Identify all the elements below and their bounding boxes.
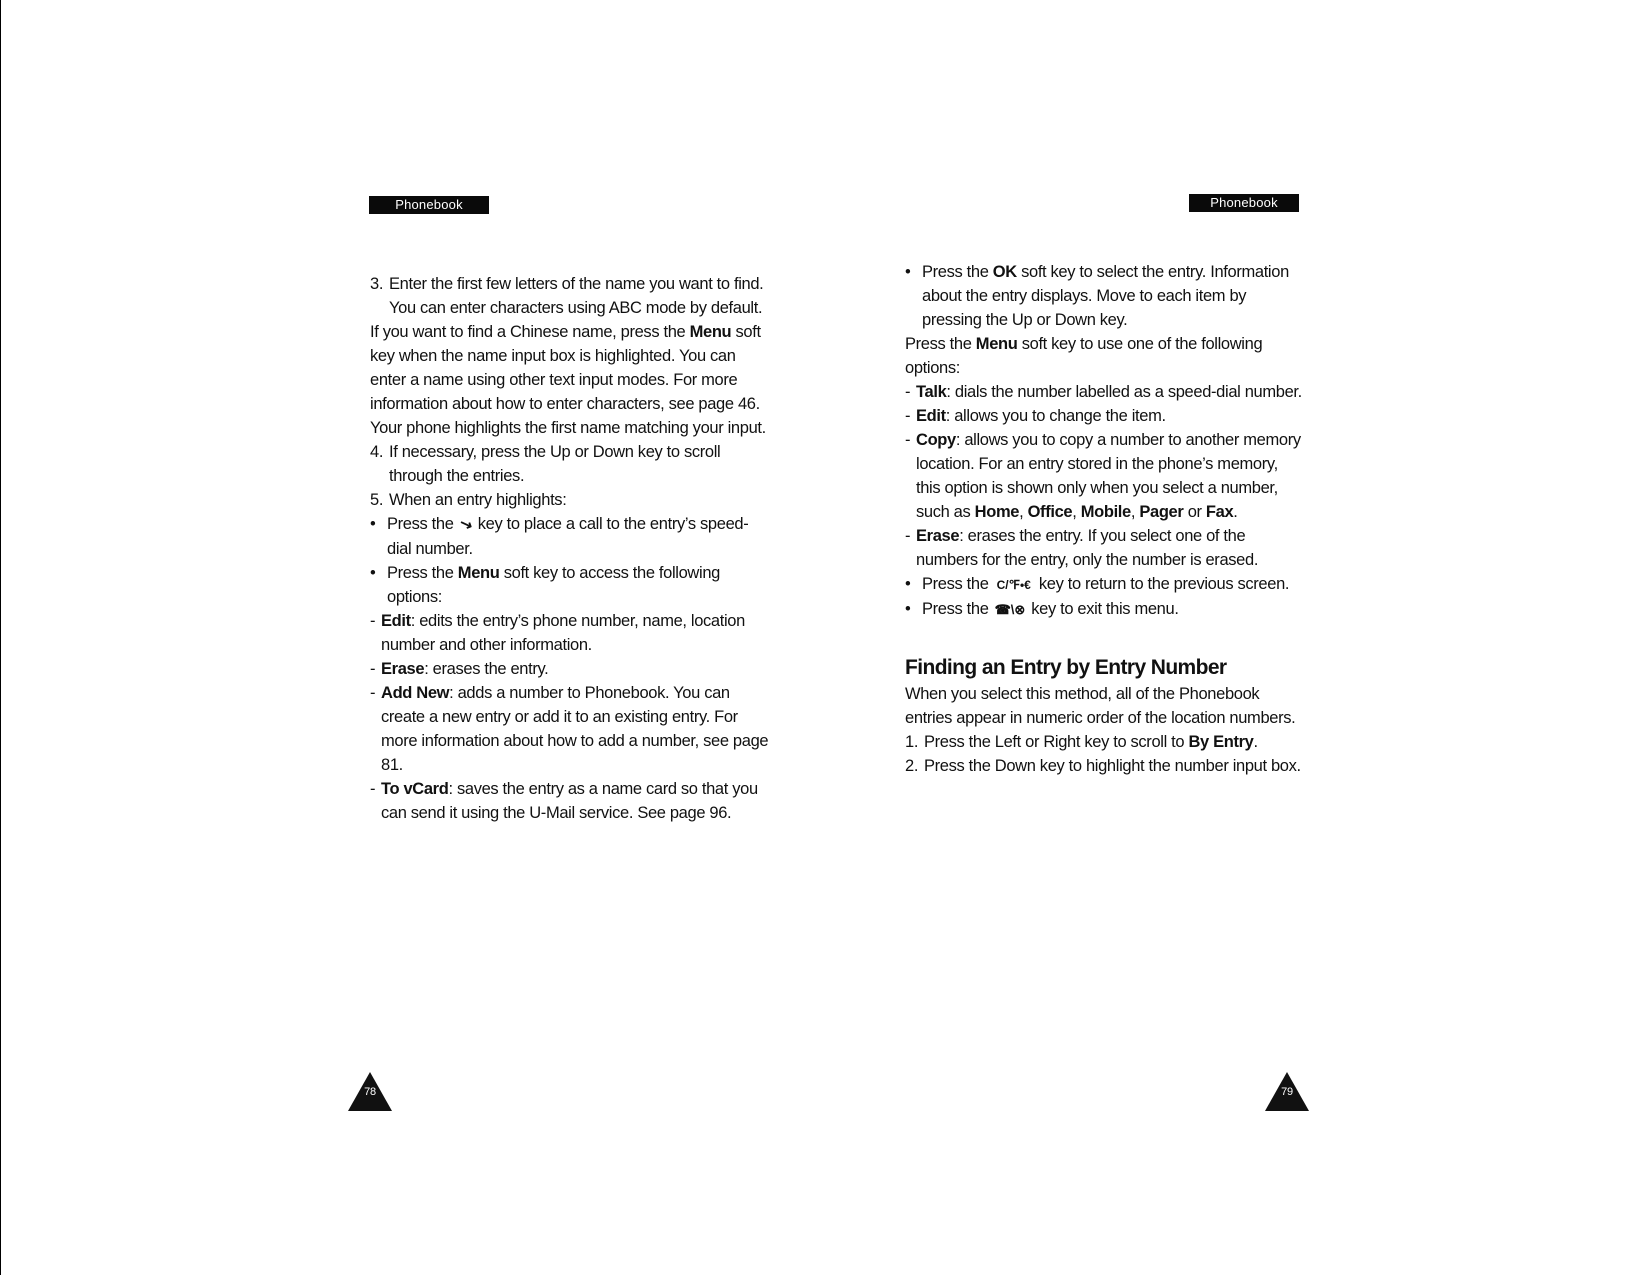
copy-mobile-label: Mobile xyxy=(1080,503,1131,521)
step-2 xyxy=(905,754,1305,778)
option-copy-text: : allows you to copy a number to another memory location. For an entry stored in the phone’s memory, this option is shown only when you select a number, such as xyxy=(916,431,1301,521)
option-dash: - xyxy=(370,684,376,702)
bullet-menu-c: soft key to access the following options: xyxy=(387,564,720,606)
step-3-text: Enter the first few letters of the name you want to find. You can enter characters using ABC mode by default. xyxy=(389,275,764,317)
chinese-text-c: soft key when the name input box is highlighted. You can enter a name using other text input modes. For more information about how to enter characters, see page 46. xyxy=(370,323,761,413)
copy-office-label: Office xyxy=(1027,503,1073,521)
step-4-text: If necessary, press the Up or Down key to scroll through the entries. xyxy=(389,443,721,485)
option-talk xyxy=(905,380,1305,404)
section-heading: Finding an Entry by Entry Number xyxy=(905,656,1227,679)
bullet-exit-b: key to exit this menu. xyxy=(1031,600,1179,618)
option-erase xyxy=(905,524,1305,572)
clear-key-icon: C/℉•€ xyxy=(996,578,1031,592)
bullet-back xyxy=(905,572,1305,597)
page-number-78: 78 xyxy=(364,1086,376,1098)
option-to-vcard-text: : saves the entry as a name card so that you can send it using the U-Mail service. See page 96. xyxy=(381,780,758,822)
end-key-icon: ☎\⊗ xyxy=(994,602,1026,617)
option-edit-label: Edit xyxy=(916,407,946,425)
option-edit xyxy=(370,609,770,657)
bullet-ok-c: soft key to select the entry. Information about the entry displays. Move to each item by pressing the Up or Down key. xyxy=(922,263,1289,329)
copy-or: or xyxy=(1187,503,1202,521)
option-erase-text: : erases the entry. xyxy=(424,660,549,678)
option-edit-text: : allows you to change the item. xyxy=(945,407,1166,425)
bullet-dot: • xyxy=(905,600,911,618)
option-copy: - Copy: allows you to copy a number to another memory location. For an entry stored in the phone’s memory, this option is shown only when you select a number, such as Home, Office, Mobile, Pager or Fax. xyxy=(905,428,1305,524)
step-2-number: 2. xyxy=(905,757,919,775)
step-1-a: Press the Left or Right key to scroll to xyxy=(924,733,1185,751)
option-add-new-text: : adds a number to Phonebook. You can create a new entry or add it to an existing entry. For more information about how to add a number, see page 81. xyxy=(381,684,769,774)
option-edit xyxy=(905,404,1305,428)
bullet-menu-a: Press the xyxy=(387,564,454,582)
option-dash: - xyxy=(905,431,911,449)
right-page xyxy=(905,0,1305,1275)
option-add-new xyxy=(370,681,770,777)
option-edit-label: Edit xyxy=(381,612,411,630)
section-intro: When you select this method, all of the Phonebook entries appear in numeric order of the location numbers. xyxy=(905,685,1296,727)
left-header-tab: Phonebook xyxy=(369,196,489,214)
ok-key-label: OK xyxy=(992,263,1017,281)
step-2-text: Press the Down key to highlight the number input box. xyxy=(924,757,1301,775)
option-erase-label: Erase xyxy=(381,660,425,678)
option-copy-label: Copy xyxy=(916,431,956,449)
bullet-exit xyxy=(905,597,1305,622)
by-entry-label: By Entry xyxy=(1188,733,1254,751)
menu-c: soft key to use one of the following options: xyxy=(905,335,1263,377)
menu-key-label: Menu xyxy=(689,323,732,341)
option-erase xyxy=(370,657,770,681)
menu-paragraph xyxy=(905,332,1305,380)
highlight-paragraph: Your phone highlights the first name matching your input. xyxy=(370,419,766,437)
bullet-menu xyxy=(370,561,770,609)
option-dash: - xyxy=(370,612,376,630)
step-1 xyxy=(905,730,1305,754)
bullet-dot: • xyxy=(905,263,911,281)
page-edge-line xyxy=(0,0,1,1275)
bullet-dot: • xyxy=(370,515,376,533)
bullet-call-a: Press the xyxy=(387,515,454,533)
chinese-text-a: If you want to find a Chinese name, press the xyxy=(370,323,686,341)
option-add-new-label: Add New xyxy=(381,684,450,702)
chinese-name-paragraph xyxy=(370,320,770,416)
step-5-number: 5. xyxy=(370,491,384,509)
option-dash: - xyxy=(905,383,911,401)
step-3 xyxy=(370,272,770,320)
option-edit-text: : edits the entry’s phone number, name, location number and other information. xyxy=(381,612,745,654)
bullet-ok xyxy=(905,260,1305,332)
option-dash: - xyxy=(905,407,911,425)
step-1-c: . xyxy=(1253,733,1258,751)
menu-key-label: Menu xyxy=(457,564,500,582)
left-page xyxy=(364,0,770,1275)
step-5-text: When an entry highlights: xyxy=(389,491,567,509)
step-1-number: 1. xyxy=(905,733,919,751)
bullet-dot: • xyxy=(370,564,376,582)
option-dash: - xyxy=(370,780,376,798)
page-number-marker-left xyxy=(347,1070,393,1112)
bullet-dot: • xyxy=(905,575,911,593)
step-3-number: 3. xyxy=(370,275,384,293)
option-erase-text: : erases the entry. If you select one of the numbers for the entry, only the number is erased. xyxy=(916,527,1259,569)
right-header-tab: Phonebook xyxy=(1189,194,1299,212)
right-text-flow xyxy=(905,260,1305,778)
step-5 xyxy=(370,488,770,512)
page-number-79: 79 xyxy=(1281,1086,1293,1098)
bullet-call-b: key to place a call to the entry’s speed-dial number. xyxy=(387,515,749,558)
bullet-exit-a: Press the xyxy=(922,600,989,618)
bullet-ok-a: Press the xyxy=(922,263,989,281)
bullet-call xyxy=(370,512,770,561)
option-talk-text: : dials the number labelled as a speed-dial number. xyxy=(946,383,1302,401)
option-talk-label: Talk xyxy=(916,383,947,401)
option-dash: - xyxy=(905,527,911,545)
bullet-back-b: key to return to the previous screen. xyxy=(1038,575,1290,593)
bullet-back-a: Press the xyxy=(922,575,989,593)
send-key-icon: ↘ xyxy=(456,514,475,535)
step-4 xyxy=(370,440,770,488)
copy-pager-label: Pager xyxy=(1139,503,1184,521)
copy-fax-label: Fax xyxy=(1205,503,1234,521)
step-4-number: 4. xyxy=(370,443,384,461)
page-number-marker-right xyxy=(1264,1070,1310,1112)
option-dash: - xyxy=(370,660,376,678)
copy-home-label: Home xyxy=(974,503,1020,521)
option-to-vcard xyxy=(370,777,770,825)
menu-a: Press the xyxy=(905,335,972,353)
left-text-flow xyxy=(370,272,770,825)
menu-key-label: Menu xyxy=(975,335,1018,353)
option-to-vcard-label: To vCard xyxy=(381,780,449,798)
option-erase-label: Erase xyxy=(916,527,960,545)
